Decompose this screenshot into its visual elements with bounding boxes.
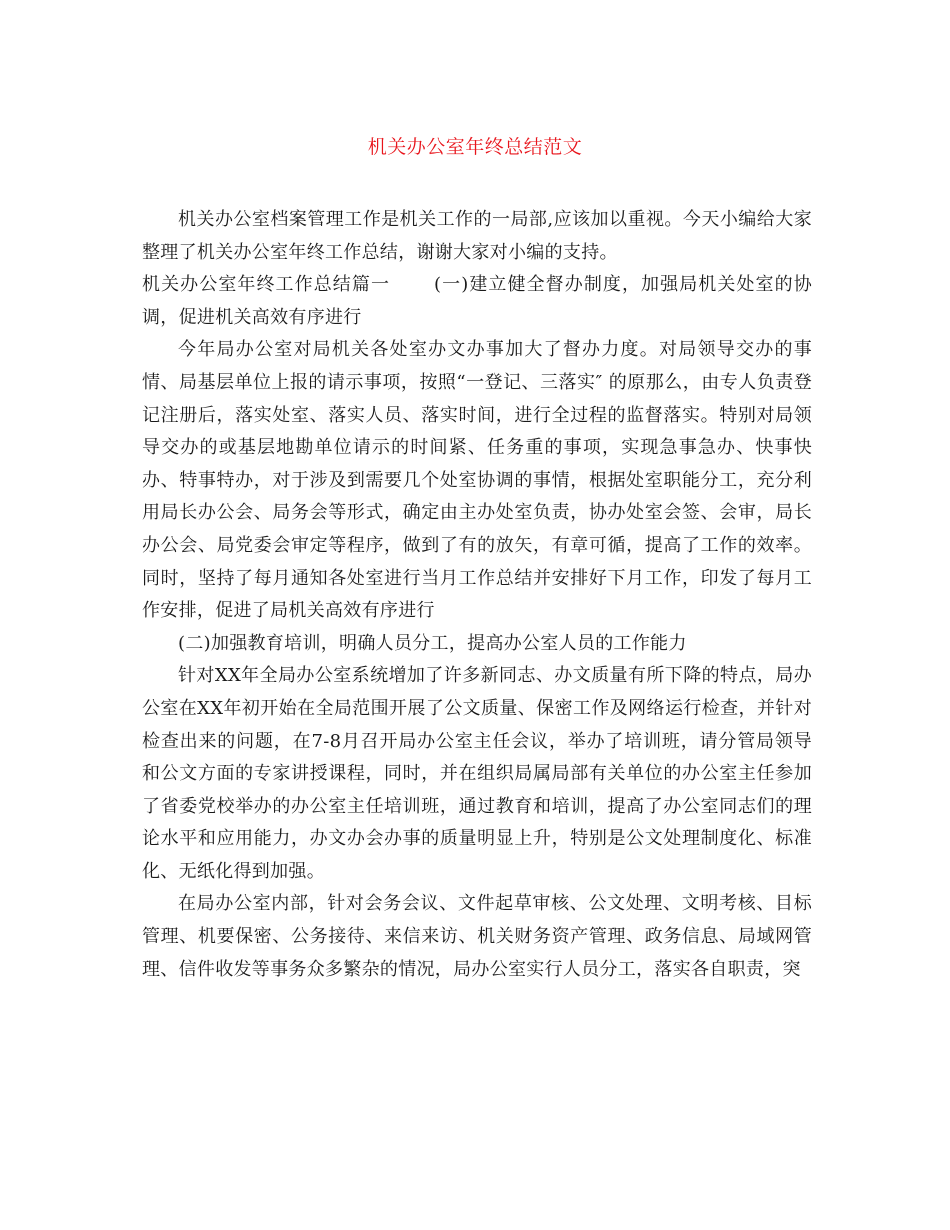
document-body	[142, 204, 812, 986]
document-title: 机关办公室年终总结范文	[367, 136, 583, 158]
paragraph-section-one	[142, 269, 812, 334]
paragraph-training: 针对XX年全局办公室系统增加了许多新同志、办文质量有所下降的特点，局办公室在XX年初开始在全局范围开展了公文质量、保密工作及网络运行检查，并针对检查出来的问题，在7-8月召开局办公室主任会议，举办了培训班，请分管局领导和公文方面的专家讲授课程，同时，并在组织局属局部有关单位的办公室主任参加了省委党校举办的办公室主任培训班，通过教育和培训，提高了办公室同志们的理论水平和应用能力，办文办会办事的质量明显上升，特别是公文处理制度化、标准化、无纸化得到加强。	[142, 665, 812, 882]
section-heading: 机关办公室年终工作总结篇一	[142, 274, 391, 296]
paragraph-internal-division: 在局办公室内部，针对会务会议、文件起草审核、公文处理、文明考核、目标管理、机要保密、公务接待、来信来访、机关财务资产管理、政务信息、局域网管理、信件收发等事务众多繁杂的情况，局办公室实行人员分工，落实各自职责，突	[142, 893, 812, 980]
section-subheading: (一)建立健全督办制度，加强局机关处室的协调，促进机关高效有序进行	[142, 274, 812, 328]
paragraph-training-heading: (二)加强教育培训，明确人员分工，提高办公室人员的工作能力	[178, 632, 687, 654]
paragraph-supervision: 今年局办公室对局机关各处室办文办事加大了督办力度。对局领导交办的事情、局基层单位上报的请示事项，按照“一登记、三落实″ 的原那么，由专人负责登记注册后，落实处室、落实人员、落实时间，进行全过程的监督落实。特别对局领导交办的或基层地勘单位请示的时间紧、任务重的事项，实现急事急办、快事快办、特事特办，对于涉及到需要几个处室协调的事情，根据处室职能分工，充分利用局长办公会、局务会等形式，确定由主办处室负责，协办处室会签、会审，局长办公会、局党委会审定等程序，做到了有的放矢，有章可循，提高了工作的效率。同时，坚持了每月通知各处室进行当月工作总结并安排好下月工作，印发了每月工作安排，促进了局机关高效有序进行	[142, 339, 812, 622]
paragraph-intro: 机关办公室档案管理工作是机关工作的一局部,应该加以重视。今天小编给大家整理了机关办公室年终工作总结，谢谢大家对小编的支持。	[142, 209, 812, 263]
